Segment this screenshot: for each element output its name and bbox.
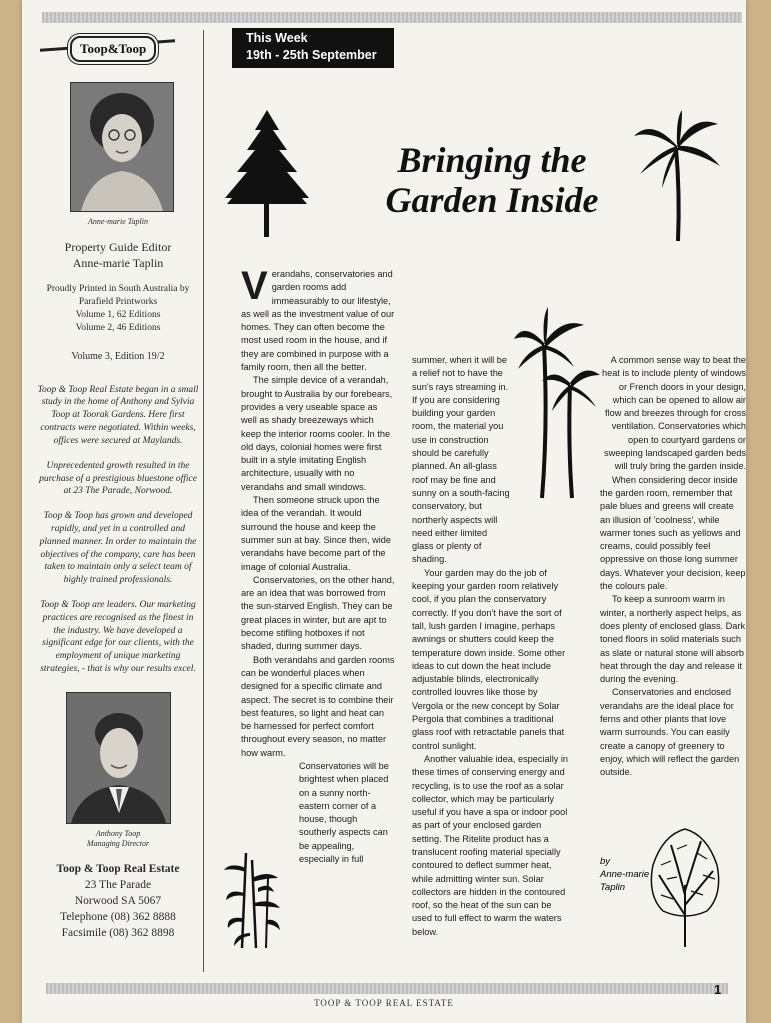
- article-paragraph: Then someone struck upon the idea of the verandah. It would surround the house and keep the summer sun at bay. Since then, wide verandahs have become part of the image of colonial Australia.: [241, 495, 391, 572]
- article-column-2: [412, 354, 570, 939]
- history-paragraph: Toop & Toop has grown and developed rapidly, and yet in a controlled and planned manner. In order to maintain the objectives of the company, care has been taken to maintain only a select team of highly trained professionals.: [39, 511, 197, 586]
- page-number: 1: [714, 982, 722, 997]
- sidebar-divider: [203, 30, 204, 972]
- address-line: Norwood SA 5067: [74, 895, 162, 908]
- article-paragraph: summer, when it will be a relief not to have the sun's rays streaming in. If you are considering building your garden room, the material you use in construction should be carefully planned. An all-glass roof may be fine and sunny on a south-facing conservatory, but northerly aspects will need either limited glass or plenty of shading.: [412, 355, 510, 565]
- footer-publication: TOOP & TOOP REAL ESTATE: [314, 998, 454, 1008]
- logo-text: Toop&Toop: [70, 36, 156, 62]
- article-paragraph-text: erandahs, conservatories and garden rooms add immeasurably to our lifestyle, as well as the investment value of our homes. They can often become the most used room in the house, and if they are combined in purpose with a family room, then all the better.: [241, 269, 395, 373]
- director-role: Managing Director: [86, 838, 150, 848]
- article-paragraph: [241, 264, 395, 374]
- article-paragraph: Conservatories and enclosed verandahs are the ideal place for ferns and other plants that love warm surrounds. You can easily create a canopy of greenery to enjoy, which will reflect the garden outside.: [600, 687, 740, 778]
- pine-tree-icon: [217, 108, 317, 238]
- article-paragraph: Both verandahs and garden rooms can be wonderful places when designed for a specific climate and aspect. The secret is to combine their best features, so light and heat can be harnessed for perfect comfort throughout every season, no matter how warm.: [241, 654, 395, 758]
- article-column-1: [241, 264, 395, 866]
- editor-role: Property Guide Editor: [64, 240, 172, 254]
- company-name: Toop & Toop Real Estate: [56, 862, 180, 875]
- article-paragraph: To keep a sunroom warm in winter, a northerly aspect helps, as does plenty of enclosed glass. Dark toned floors in solid materials such as slate or natural stone will absorb heat through the day and release it during the evening.: [600, 594, 746, 685]
- history-paragraph: Toop & Toop are leaders. Our marketing practices are recognised as the finest in the industry. We have developed a significant edge for our clients, with the employment of unique marketing strategies, - that is why our results excel.: [40, 600, 196, 675]
- byline-by: by: [600, 856, 611, 867]
- palm-tree-icon: [632, 108, 722, 243]
- toop-toop-logo: [40, 30, 175, 70]
- byline-name: Taplin: [600, 882, 626, 893]
- printed-line: Volume 1, 62 Editions: [75, 310, 161, 320]
- headline-line: Bringing the: [397, 140, 587, 180]
- article-paragraph: Your garden may do the job of keeping your garden room relatively cool, if you plan the conservatory correctly. If you don't have the sort of tall, lush garden I imagine, perhaps awnings or shutters could keep the temperature down inside. Some other ideas to cut down the heat include adjustable blinds, electronically controlled louvres like those by Vergola or the new concept by Solar Pergola that combines a traditional glass roof with retractable panels that control sunlight.: [412, 567, 566, 751]
- article-paragraph: Conservatories, on the other hand, are an idea that was borrowed from the sun-starved English. They can be great places in winter, but are apt to become stifling hotboxes if not shaded, during summer days.: [241, 574, 395, 652]
- byline-name: Anne-marie: [600, 869, 650, 880]
- week-box: [232, 28, 394, 68]
- article-paragraph: The simple device of a verandah, brought to Australia by our forebears, provides a very useable space as well as shady breezeways which keep the interior rooms cooler. In the old days, colonial homes were first built in a style imitating English architecture, usually with no verandahs and small windows.: [241, 375, 393, 492]
- bare-tree-icon: [647, 825, 723, 950]
- sidebar: [32, 30, 204, 970]
- address-line: 23 The Parade: [84, 878, 152, 891]
- week-dates: 19th - 25th September: [246, 47, 377, 62]
- printing-info: [32, 283, 204, 334]
- editor-name: Anne-marie Taplin: [72, 256, 164, 271]
- editor-photo-caption: Anne-marie Taplin: [88, 217, 148, 226]
- article-column-3: [600, 354, 746, 780]
- printed-line: Proudly Printed in South Australia by: [46, 284, 190, 295]
- printed-line: Volume 2, 46 Editions: [75, 322, 161, 333]
- article-paragraph: Another valuable idea, especially in these times of conserving energy and recycling, is to use the roof as a solar collector, which may be particularly useful if you have a spa or indoor pool as part of your enclosed garden setting. The Ritelite product has a translucent roofing material specially contoured to deflect summer heat, while admitting winter sun. Solar collectors are hidden in the contoured roof, so the heat of the sun can be used to full effect to warm the waters below.: [412, 753, 569, 937]
- printed-line: Parafield Printworks: [78, 297, 158, 308]
- facsimile: Facsimile (08) 362 8898: [61, 927, 175, 940]
- history-paragraph: Unprecedented growth resulted in the purchase of a prestigious bluestone office at 23 The Parade, Norwood.: [39, 460, 197, 497]
- editor-photo: [70, 82, 174, 212]
- newsletter-page: [22, 0, 746, 1023]
- drop-cap: V: [241, 264, 268, 308]
- article-paragraph: When considering decor inside the garden room, remember that pale blues and greens will create an illusion of 'coolness', while warmer tones such as yellows and creams, could possibly feel oppressive on those long summer days. Whatever your decision, keep the colours pale.: [600, 474, 746, 592]
- headline: [342, 140, 642, 221]
- article-paragraph: Conservatories will be brightest when placed on a sunny north-eastern corner of a house, though southerly aspects can be appealing, especially in full: [299, 760, 389, 865]
- volume-edition: Volume 3, Edition 19/2: [71, 350, 165, 362]
- headline-line: Garden Inside: [385, 180, 599, 221]
- director-name: Anthony Toop: [95, 828, 141, 838]
- week-label: This Week: [246, 31, 308, 45]
- bottom-rule-band: [46, 983, 728, 994]
- telephone: Telephone (08) 362 8888: [60, 911, 176, 924]
- bamboo-plant-icon: [222, 848, 282, 953]
- director-photo: [66, 692, 171, 824]
- history-paragraph: Toop & Toop Real Estate began in a small study in the home of Anthony and Sylvia Toop at Toorak Gardens. Here first contracts were negotiated. Within weeks, offices were secured at Maylands.: [37, 384, 199, 446]
- top-rule-band: [42, 12, 742, 23]
- byline: [600, 855, 649, 894]
- contact-block: [32, 861, 204, 941]
- article-paragraph: A common sense way to beat the heat is to include plenty of windows or French doors in your design, which can be opened to allow air flow and breezes through for cross ventilation. Conservatories which open to courtyard gardens or sweeping landscaped garden beds will truly bring the garden inside.: [601, 355, 746, 472]
